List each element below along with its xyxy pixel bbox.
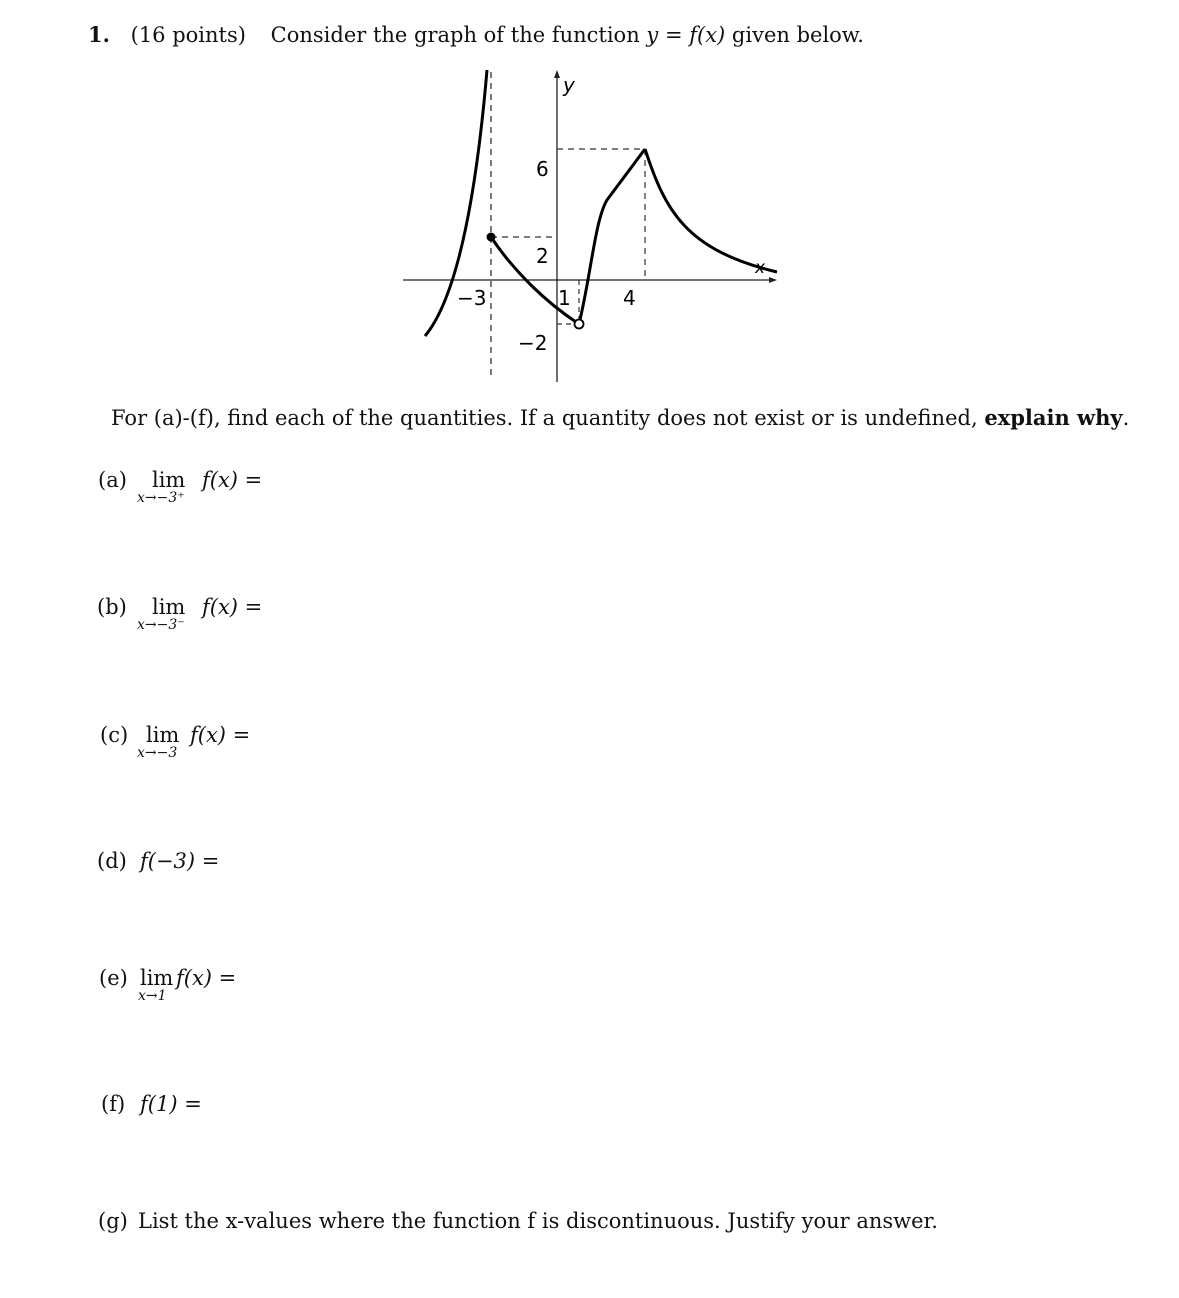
x-axis-label: x [755, 258, 766, 278]
question-g-label: (g) [98, 1209, 128, 1233]
tick-label-2: 2 [536, 244, 549, 268]
question-c-lim: lim [146, 723, 180, 747]
function-notation: y = f(x) [646, 23, 726, 47]
closed-point [487, 233, 496, 242]
tick-label-neg3: −3 [457, 286, 487, 310]
tick-label-neg2: −2 [518, 331, 548, 355]
y-axis-arrow [554, 70, 560, 78]
tick-label-1: 1 [558, 286, 571, 310]
question-a-expr: f(x) = [202, 468, 263, 492]
y-axis-label: y [563, 73, 575, 97]
instructions [111, 405, 1129, 430]
question-e-lim: lim [140, 966, 174, 990]
question-b-label: (b) [97, 595, 127, 619]
problem-number: 1. [88, 22, 110, 47]
points-label: (16 points) [130, 23, 246, 47]
open-point [575, 320, 584, 329]
question-e-sub: x→1 [138, 988, 167, 1004]
question-a-lim: lim [152, 468, 186, 492]
function-graph [395, 60, 785, 390]
problem-header [88, 22, 864, 47]
question-c-expr: f(x) = [190, 723, 251, 747]
question-c-label: (c) [100, 723, 129, 747]
question-c-sub: x→−3 [137, 745, 178, 761]
question-g-text: List the x-values where the function f is discontinuous. Justify your answer. [138, 1209, 938, 1233]
x-axis-arrow [769, 277, 777, 283]
question-a-sub: x→−3⁺ [137, 490, 185, 506]
prompt-text: Consider the graph of the function [270, 23, 640, 47]
question-e-label: (e) [99, 966, 128, 990]
question-a-label: (a) [98, 468, 127, 492]
question-b-lim: lim [152, 595, 186, 619]
tick-label-4: 4 [623, 286, 636, 310]
question-d-expr: f(−3) = [140, 849, 220, 873]
instructions-text: For (a)-(f), find each of the quantities. If a quantity does not exist or is undefined, [111, 406, 978, 430]
instructions-emphasis: explain why [984, 405, 1123, 430]
tick-label-6: 6 [536, 157, 549, 181]
question-d-label: (d) [97, 849, 127, 873]
question-f-expr: f(1) = [140, 1092, 202, 1116]
curve-right-branch [645, 149, 777, 272]
question-b-expr: f(x) = [202, 595, 263, 619]
question-b-sub: x→−3⁻ [137, 617, 185, 633]
prompt-text-end: given below. [731, 23, 864, 47]
question-e-expr: f(x) = [176, 966, 237, 990]
question-f-label: (f) [101, 1092, 126, 1116]
instructions-end: . [1122, 406, 1130, 430]
